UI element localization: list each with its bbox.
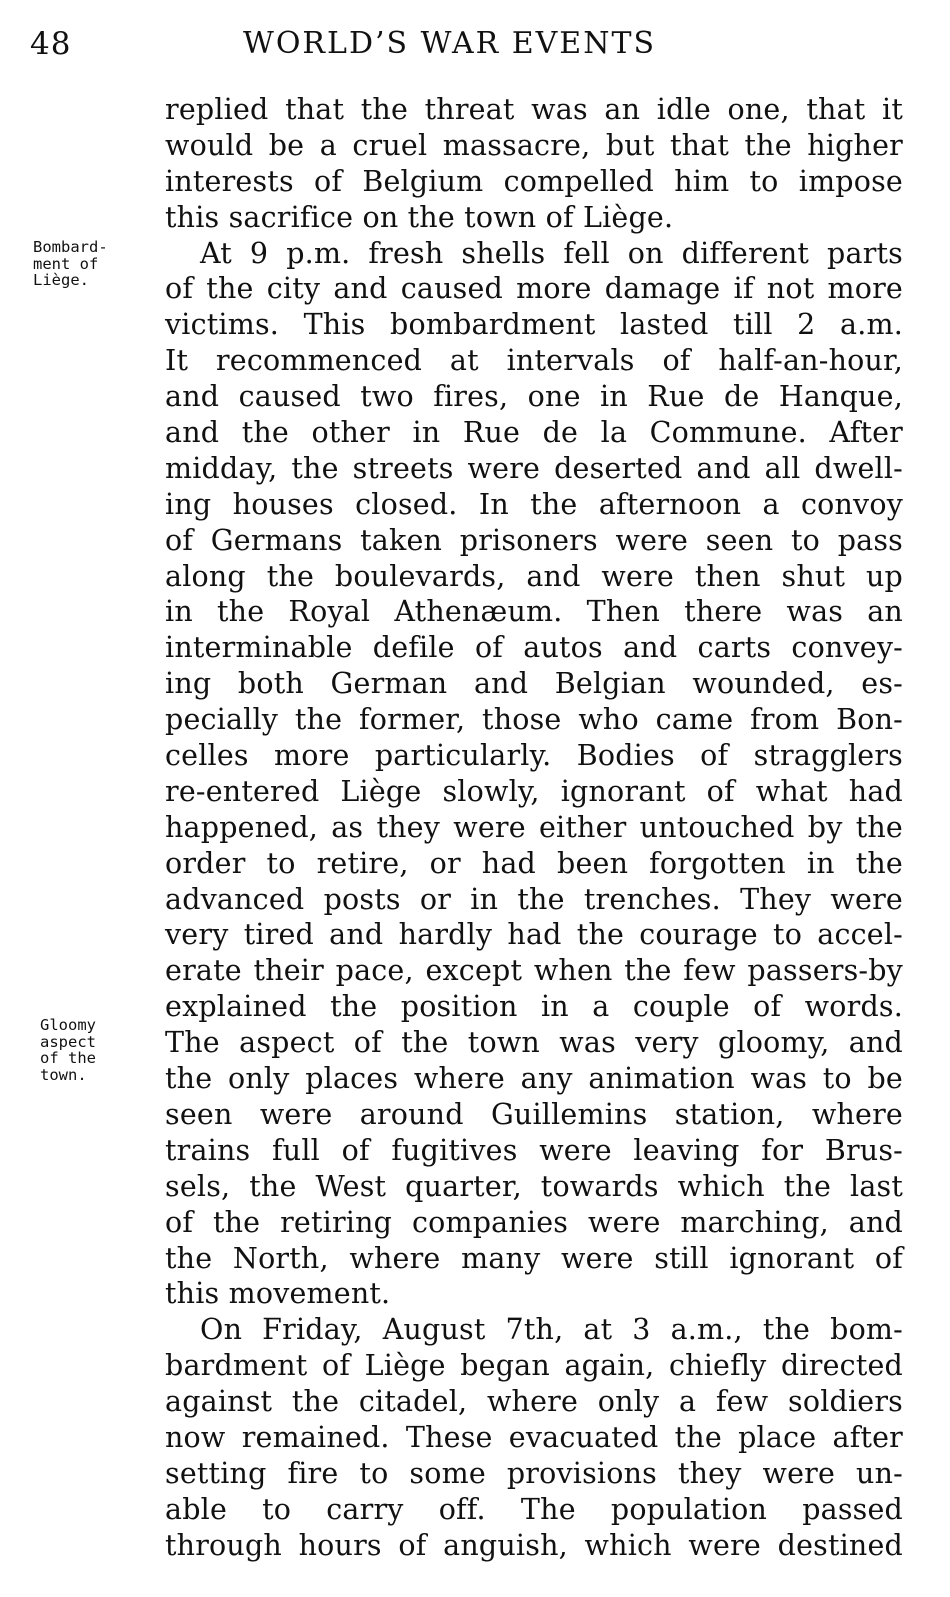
text-line: the North, where many were still ignorant of <box>165 1241 903 1275</box>
text-line: of Germans taken prisoners were seen to pass <box>165 523 903 557</box>
text-line: It recommenced at intervals of half-an-hour, <box>165 344 903 378</box>
text-line: this movement. <box>165 1277 391 1311</box>
text-line: erate their pace, except when the few passers-by <box>165 954 903 988</box>
text-line: interests of Belgium compelled him to impose <box>165 164 903 198</box>
text-line: order to retire, or had been forgotten in the <box>165 846 903 880</box>
text-line: this sacrifice on the town of Liège. <box>165 200 674 234</box>
text-line: along the boulevards, and were then shut up <box>165 559 903 593</box>
text-line: midday, the streets were deserted and all dwell- <box>165 451 903 485</box>
margin-note-line: Liège. <box>33 271 89 289</box>
text-line: would be a cruel massacre, but that the higher <box>165 128 903 162</box>
text-line: victims. This bombardment lasted till 2 a.m. <box>165 308 903 342</box>
text-line: celles more particularly. Bodies of stragglers <box>165 739 903 773</box>
running-title: WORLD’S WAR EVENTS <box>243 26 657 61</box>
text-line: in the Royal Athenæum. Then there was an <box>165 595 903 629</box>
text-line: explained the position in a couple of words. <box>165 990 903 1024</box>
text-line: On Friday, August 7th, at 3 a.m., the bom- <box>200 1313 903 1347</box>
text-line: and caused two fires, one in Rue de Hanque, <box>165 380 903 414</box>
margin-note-line: Bombard- <box>33 238 108 256</box>
text-line: sels, the West quarter, towards which the last <box>165 1169 903 1203</box>
margin-note-line: town. <box>40 1065 87 1084</box>
text-line: The aspect of the town was very gloomy, and <box>165 1026 903 1060</box>
text-line: of the retiring companies were marching, and <box>165 1205 903 1239</box>
margin-note-line: of the <box>40 1049 96 1067</box>
body-text <box>165 92 903 1564</box>
margin-note-line: Gloomy <box>40 1016 96 1034</box>
text-line: At 9 p.m. fresh shells fell on different parts <box>200 236 903 270</box>
text-line: ing both German and Belgian wounded, es- <box>165 667 903 701</box>
margin-note-bombardment <box>33 239 108 289</box>
text-line: re-entered Liège slowly, ignorant of what had <box>165 774 903 808</box>
text-line: against the citadel, where only a few soldiers <box>165 1385 903 1419</box>
text-line: of the city and caused more damage if not more <box>165 272 903 306</box>
text-line: interminable defile of autos and carts convey- <box>165 631 903 665</box>
margin-note-line: ment of <box>33 254 99 273</box>
text-line: bardment of Liège began again, chiefly directed <box>165 1349 903 1383</box>
text-line: through hours of anguish, which were destined <box>165 1528 903 1562</box>
page-number: 48 <box>30 26 72 62</box>
margin-note-line: aspect <box>40 1032 96 1051</box>
text-line: now remained. These evacuated the place after <box>165 1420 903 1454</box>
text-line: trains full of fugitives were leaving for Brus- <box>165 1133 903 1167</box>
text-line: advanced posts or in the trenches. They were <box>165 882 903 916</box>
text-line: replied that the threat was an idle one, that it <box>165 93 903 126</box>
margin-note-gloomy-aspect <box>40 1017 96 1083</box>
page-header <box>0 26 950 70</box>
text-line: ing houses closed. In the afternoon a convoy <box>165 487 903 521</box>
text-line: able to carry off. The population passed <box>165 1492 903 1526</box>
text-line: seen were around Guillemins station, where <box>165 1097 903 1131</box>
text-line: very tired and hardly had the courage to accel- <box>165 918 903 952</box>
text-line: and the other in Rue de la Commune. After <box>165 416 903 450</box>
text-line: setting fire to some provisions they were un- <box>165 1456 903 1490</box>
text-line: the only places where any animation was to be <box>165 1062 903 1096</box>
text-line: pecially the former, those who came from Bon- <box>165 703 903 737</box>
text-line: happened, as they were either untouched by the <box>165 810 903 844</box>
